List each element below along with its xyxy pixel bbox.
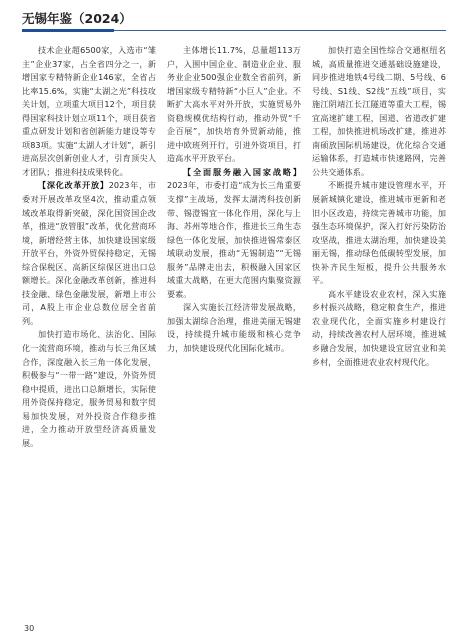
- paragraph-text: 不断提升城市建设管理水平，开展新城镇化建设，推进城市更新和老旧小区改造，持续完善城市功能，加强生态环境保护，深入打好污染防治攻坚战，推进太湖治理，加快建设美丽无锡，推动绿色低碳转型发展，加快补齐民生短板，提升公共服务水平。: [312, 180, 446, 286]
- paragraph-text: 深入实施长江经济带发展战略，加强太湖综合治理，推进美丽无锡建设，持续提升城市能级和核心竞争力，加快建设现代化国际化城市。: [167, 302, 301, 354]
- paragraph: [312, 44, 446, 179]
- paragraph: [22, 44, 156, 179]
- section-subheading: 【深化改革开放】: [38, 180, 109, 191]
- paragraph: [167, 301, 301, 355]
- article-body: [22, 44, 446, 614]
- header-accent-bar: [22, 29, 114, 32]
- paragraph: [22, 179, 156, 328]
- yearbook-title: 无锡年鉴（2024）: [22, 11, 132, 26]
- column-middle: [167, 44, 301, 614]
- column-right: [312, 44, 446, 614]
- paragraph: [312, 179, 446, 287]
- paragraph-text: 2023年，市委打造“成为长三角重要支撑”主战场，发挥太湖湾科技创新带、锡澄锡宜一体化作用，深化与上海、苏州等地合作，推进长三角生态绿色一体化发展，加快推进锡常泰区域联动发展，推动“无锡制造”“无锡服务”品牌走出去，积极融入国家区域重大战略，在更大范围内集聚资源要素。: [167, 180, 301, 299]
- paragraph-text: 技术企业超6500家，入选市“雏主”企业37家，占全省四分之一，新增国家专精特新企业146家，全省占比率15.6%，实施“太湖之光”科技攻关计划，立项重大项目12个，项目获得国家科技计划立项11个，项目获省重点研发计划和省创新能力建设等专项83项。实施“太湖人才计划”，新引进高层次创新创业人才，引育顶尖人才团队；推进科技成果转化。: [22, 45, 156, 177]
- paragraph-text: 主体增长11.7%，总量超113万户，入围中国企业、制造业企业、服务业企业500强企业数全省前列，新增国家级专精特新“小巨人”企业。不断扩大高水平对外开放，实施贸易外资稳规模优结构行动，推动外贸“千企百展”，加快培育外贸新动能，推进中欧班列开行，引进外资项目，打造高水平开放平台。: [167, 45, 301, 164]
- paragraph-text: 高水平建设农业农村，深入实施乡村振兴战略，稳定粮食生产，推进农业现代化，全面实施乡村建设行动，持续改善农村人居环境，推进城乡融合发展，加快建设宜居宜业和美乡村，全面推进农业农村现代化。: [312, 288, 446, 367]
- page-number: 30: [24, 624, 35, 633]
- paragraph-text: 2023年，市委对开展改革攻坚4次，推动重点领域改革取得新突破，深化国资国企改革，推进“放管服”改革，优化营商环境，新增经营主体，加快建设国家级开放平台，外资外贸保持稳定，无锡综合保税区、高新区综保区进出口总额增长。深化金融改革创新，推进科技金融、绿色金融发展，新增上市公司，A股上市企业总数位居全省前列。: [22, 180, 156, 326]
- paragraph: [22, 328, 156, 450]
- paragraph-text: 加快打造全国性综合交通枢纽名城，高质量推进交通基础设施建设，同步推进地铁4号线二期、5号线、6号线、S1线、S2线“五线”项目，实施江阴靖江长江隧道等重大工程，锡宜高速扩建工程，国道、省道改扩建工程，加快推进机场改扩建，推进苏南硕放国际机场建设，优化综合交通运输体系，打造城市快速路网，完善公共交通体系。: [312, 45, 446, 177]
- paragraph: [167, 166, 301, 301]
- paragraph: [312, 288, 446, 369]
- page-header: [22, 10, 446, 34]
- section-subheading: 【全面服务融入国家战略】: [183, 166, 301, 177]
- paragraph-text: 加快打造市场化、法治化、国际化一流营商环境，推动与长三角区域合作，深度融入长三角一体化发展，积极参与“一带一路”建设，外资外贸稳中提质，进出口总额增长，实际使用外资保持稳定，服务贸易和数字贸易加快发展，对外投资合作稳步推进，全力推动开放型经济高质量发展。: [22, 329, 156, 448]
- paragraph: [167, 44, 301, 166]
- column-left: [22, 44, 156, 614]
